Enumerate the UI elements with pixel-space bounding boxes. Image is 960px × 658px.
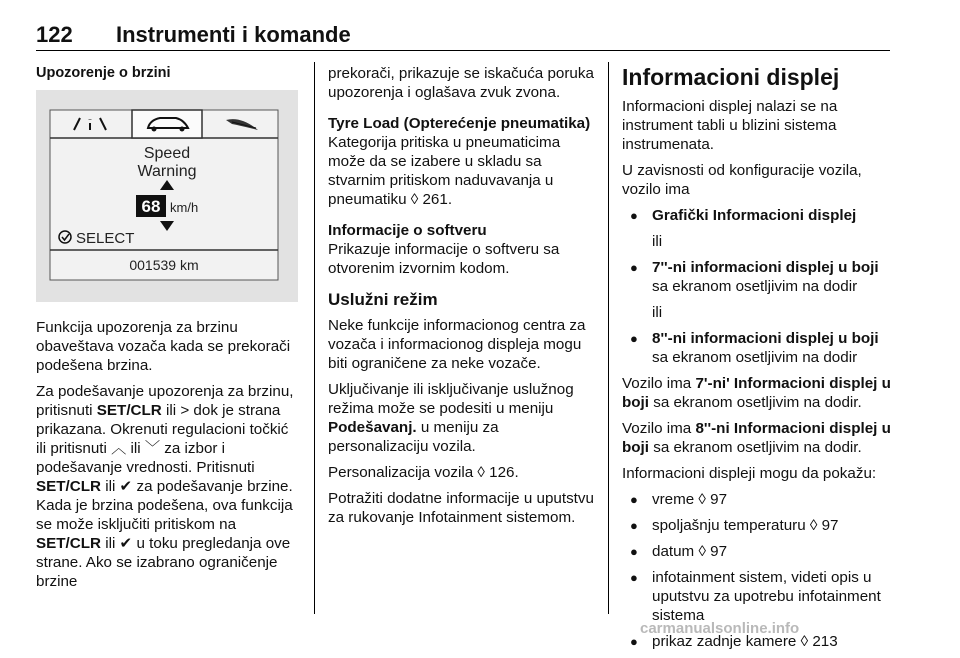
chevron-down-icon: ﹀	[144, 440, 161, 457]
column-divider	[314, 62, 315, 614]
page-reference-icon: ◊	[800, 633, 813, 650]
page-reference[interactable]: 213	[812, 633, 838, 650]
info-display-location: Informacioni displej nalazi se na instrument tabli u blizini sistema instrumenata.	[622, 98, 838, 153]
software-info-section: Informacije o softveru Prikazuje informacije o softveru sa otvorenim izvornim kodom.	[328, 221, 596, 278]
chevron-up-icon: ︿	[111, 440, 127, 457]
list-item: ● prikaz zadnje kamere ◊ 213	[622, 632, 894, 651]
or-text: ili	[652, 233, 663, 250]
section-heading-speed-warning: Upozorenje o brzini	[36, 65, 171, 81]
speed-warning-continued: prekorači, prikazuje se iskačuća poruka upozorenja i oglašava zvuk zvona.	[328, 65, 594, 101]
or-text: ili	[652, 304, 663, 321]
display-speed-label: Speed	[143, 145, 191, 162]
service-mode-text: Neke funkcije informacionog centra za vozača i informacionog displeja mogu biti ograničene za neke vozače.	[328, 317, 586, 372]
software-info-heading: Informacije o softveru	[328, 222, 487, 239]
list-item: ● vreme ◊ 97	[622, 490, 894, 509]
column-1	[36, 64, 302, 598]
page-reference-icon: ◊	[809, 517, 822, 534]
info-display-heading: Informacioni displej	[622, 64, 840, 90]
chapter-title: Instrumenti i komande	[116, 22, 351, 47]
checkmark-icon: ✔	[119, 478, 133, 495]
display-illustration	[36, 90, 298, 302]
tyre-load-heading: Tyre Load (Opterećenje pneumatika)	[328, 115, 591, 132]
column-divider	[608, 62, 609, 614]
vehicle-7in-text: Vozilo ima 7'-ni' Informacioni displej u boji sa ekranom osetljivim na dodir.	[622, 375, 891, 411]
page-reference[interactable]: 97	[821, 517, 839, 534]
page-reference[interactable]: 97	[710, 491, 728, 508]
page-reference[interactable]: 97	[710, 543, 728, 560]
page-reference[interactable]: 261	[422, 191, 448, 208]
list-item: ● 8''-ni informacioni displej u boji sa ekranom osetljivim na dodir	[622, 329, 894, 367]
page-reference-icon: ◊	[477, 464, 490, 481]
page-reference-icon: ◊	[698, 491, 711, 508]
display-select-label: SELECT	[76, 230, 135, 247]
vehicle-8in-text: Vozilo ima 8''-ni Informacioni displej u boji sa ekranom osetljivim na dodir.	[622, 420, 891, 456]
checkmark-icon: ✔	[119, 535, 133, 552]
display-speed-value: 68	[141, 197, 161, 216]
column-2	[328, 64, 596, 534]
page-number: 122	[36, 22, 73, 47]
display-warning-label: Warning	[137, 163, 197, 180]
page-reference-icon: ◊	[410, 191, 423, 208]
page-reference[interactable]: 126	[489, 464, 515, 481]
display-speed-unit: km/h	[170, 200, 199, 215]
display-odometer: 001539 km	[129, 257, 199, 273]
column-3	[622, 64, 894, 658]
page-reference-icon: ◊	[698, 543, 711, 560]
list-item: ● 7''-ni informacioni displej u boji sa ekranom osetljivim na dodir	[622, 258, 894, 296]
info-display-can-show: Informacioni displeji mogu da pokažu:	[622, 465, 877, 482]
chevron-right-icon: >	[180, 402, 190, 419]
speed-warning-instructions: Za podešavanje upozorenja za brzinu, pritisnuti SET/CLR ili > dok je strana prikazana. Okrenuti regulacioni točkić ili pritisnuti ︿ ili ﹀ za izbor i podešavanje vrednosti. Pritisnuti SET/CLR ili ✔ za podešavanje brzine. Kada je brzina podešena, ova funkcija se može isključiti pritiskom na SET/CLR ili ✔ u toku pregledanja ove strane. Ako se izabrano ograničenje brzine	[36, 383, 294, 590]
watermark: carmanualsonline.info	[640, 620, 800, 637]
list-item: ● spoljašnju temperaturu ◊ 97	[622, 516, 894, 535]
list-item: ● datum ◊ 97	[622, 542, 894, 561]
service-mode-toggle-text: Uključivanje ili isključivanje uslužnog režima može se podesiti u meniju Podešavanj. u meniju za personalizaciju vozila.	[328, 381, 574, 455]
infotainment-ref-text: Potražiti dodatne informacije u uputstvu za rukovanje Infotainment sistemom.	[328, 490, 594, 526]
header-rule	[36, 50, 890, 51]
list-item: ● Grafički Informacioni displej	[622, 206, 894, 225]
list-item: ● infotainment sistem, videti opis u uputstvu za upotrebu infotainment sistema	[622, 568, 894, 625]
service-mode-heading: Uslužni režim	[328, 290, 438, 309]
speed-warning-intro: Funkcija upozorenja za brzinu obaveštava vozača kada se prekorači podešena brzina.	[36, 319, 291, 374]
speed-warning-display	[36, 90, 298, 302]
personalization-ref: Personalizacija vozila ◊ 126.	[328, 464, 519, 481]
tyre-load-section: Tyre Load (Opterećenje pneumatika) Kategorija pritiska u pneumaticima može da se izabere u skladu sa stvarnim pritiskom naduvavanja u pneumatiku ◊ 261.	[328, 114, 596, 209]
info-display-config: U zavisnosti od konfiguracije vozila, vozilo ima	[622, 162, 862, 198]
